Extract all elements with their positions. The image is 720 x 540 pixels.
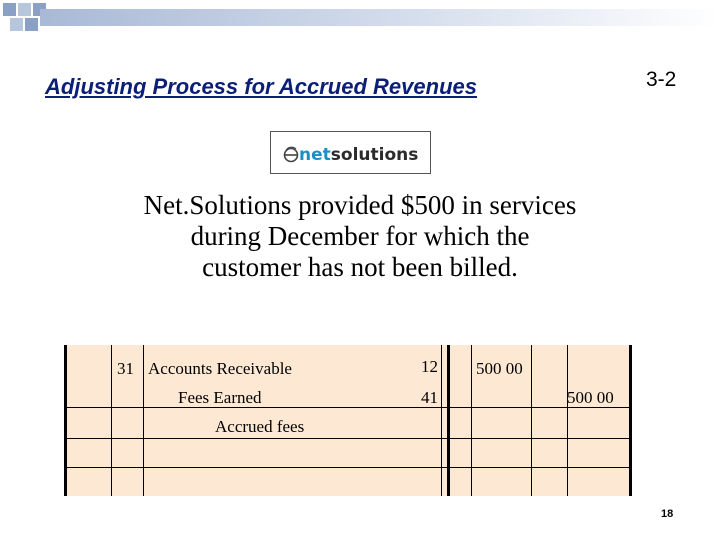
table-rule [629, 345, 632, 496]
e-globe-icon [284, 147, 297, 161]
page-number: 18 [661, 508, 674, 520]
table-rule [64, 467, 632, 468]
post-ref: 12 [421, 357, 438, 376]
table-rule [111, 345, 112, 496]
table-rule [441, 345, 442, 496]
table-rule [567, 345, 568, 496]
header-decoration [0, 0, 720, 40]
credit-amount: 500 00 [567, 388, 614, 407]
table-rule [64, 407, 632, 408]
decor-square [10, 18, 23, 31]
table-rule [64, 345, 67, 496]
transaction-description: Net.Solutions provided $500 in services during December for which the customer has not been billed. [143, 190, 577, 282]
table-rule [471, 345, 472, 496]
journal-entry-table [64, 345, 632, 496]
decor-square [25, 18, 38, 31]
decor-square [3, 3, 16, 16]
table-rule [64, 438, 632, 439]
table-rule [143, 345, 144, 496]
company-logo [270, 131, 431, 174]
entry-explanation: Accrued fees [215, 417, 305, 436]
post-ref: 41 [421, 388, 438, 407]
debit-amount: 500 00 [476, 359, 523, 378]
table-rule [531, 345, 532, 496]
netsolutions-logo [281, 138, 421, 168]
slide-title: Adjusting Process for Accrued Revenues [45, 74, 477, 99]
entry-date: 31 [117, 359, 134, 378]
decor-gradient-band [40, 9, 720, 26]
table-rule [447, 345, 450, 496]
decor-square [18, 3, 31, 16]
logo-text-solutions: solutions [330, 144, 418, 165]
credit-account: Fees Earned [178, 388, 262, 407]
logo-text-net: net [298, 144, 331, 165]
debit-account: Accounts Receivable [148, 359, 292, 378]
slide-code: 3-2 [646, 68, 677, 91]
svg-text:netsolutions [299, 145, 418, 165]
